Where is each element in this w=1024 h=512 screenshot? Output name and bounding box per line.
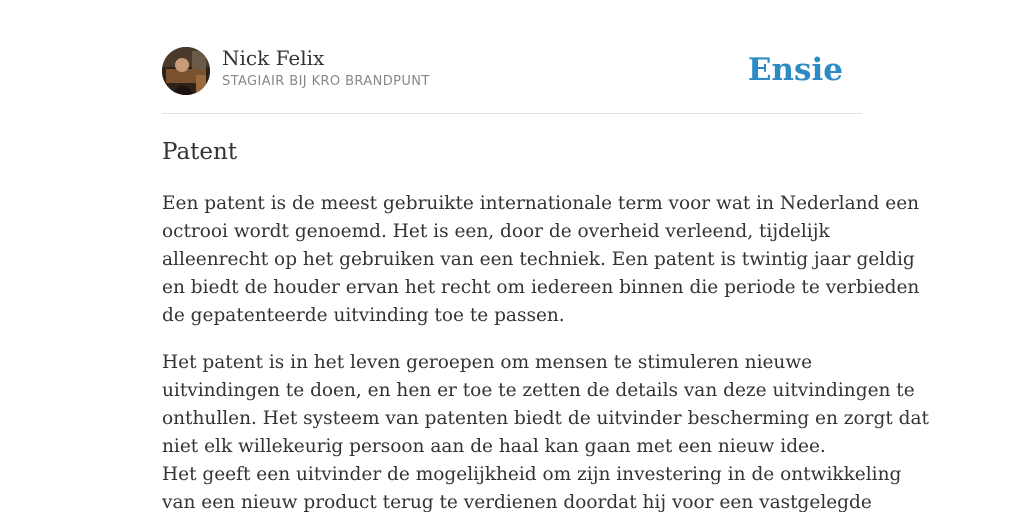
brand-logo[interactable]: Ensie [747,52,843,88]
text-line: onthullen. Het systeem van patenten biedt de uitvinder bescherming en zorgt dat [162,408,929,429]
article-title: Patent [162,139,238,165]
text-line: uitvindingen te doen, en hen er toe te zetten de details van deze uitvindingen te [162,380,915,401]
text-line: niet elk willekeurig persoon aan de haal kan gaan met een nieuw idee. [162,436,826,457]
article-paragraph [162,349,929,512]
text-line: van een nieuw product terug te verdienen doordat hij voor een vastgelegde [162,492,872,512]
author-role: STAGIAIR BIJ KRO BRANDPUNT [222,74,430,89]
author-header [162,46,862,96]
text-line: Het geeft een uitvinder de mogelijkheid om zijn investering in de ontwikkeling [162,464,902,485]
article-body [162,190,929,512]
text-line: Een patent is de meest gebruikte internationale term voor wat in Nederland een [162,193,920,214]
text-line: de gepatenteerde uitvinding toe te passen. [162,305,565,326]
text-line: en biedt de houder ervan het recht om iedereen binnen die periode te verbieden [162,277,920,298]
avatar[interactable] [162,47,210,95]
text-line: alleenrecht op het gebruiken van een techniek. Een patent is twintig jaar geldig [162,249,915,270]
avatar-photo-icon [162,47,210,95]
article-paragraph [162,190,920,330]
text-line: Het patent is in het leven geroepen om mensen te stimuleren nieuwe [162,352,813,373]
header-divider [162,113,862,114]
text-line: octrooi wordt genoemd. Het is een, door de overheid verleend, tijdelijk [162,221,830,242]
author-name[interactable]: Nick Felix [222,46,325,70]
